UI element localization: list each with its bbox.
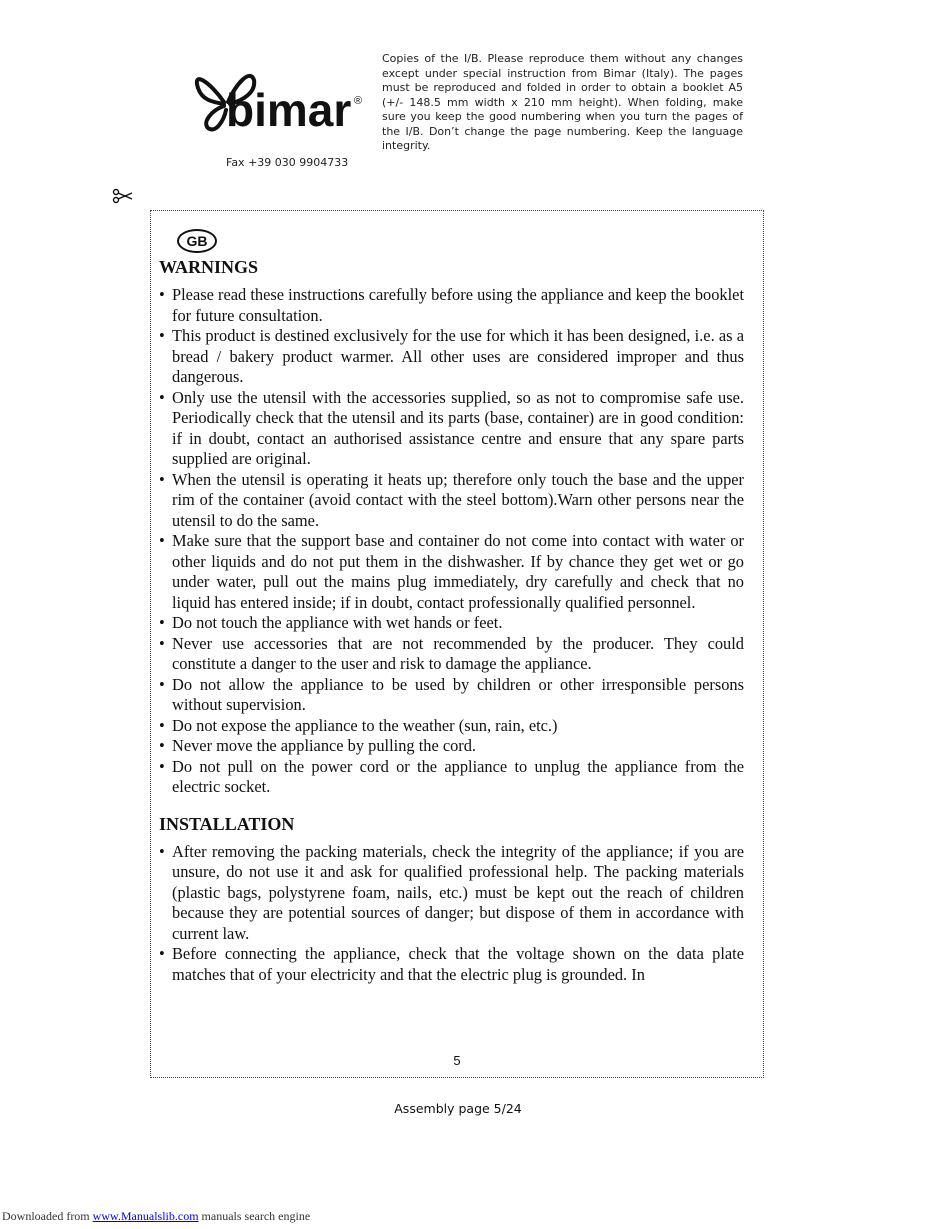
- list-item-text: Never use accessories that are not recommended by the producer. They could constitute a danger to the user and risk to damage the appliance.: [172, 633, 744, 673]
- registered-mark: ®: [354, 95, 363, 107]
- list-item-text: Before connecting the appliance, check that the voltage shown on the data plate matches that of your electricity and that the electric plug is grounded. In: [172, 944, 744, 984]
- list-item: [159, 757, 744, 798]
- bimar-butterfly-logo: [190, 62, 370, 142]
- list-item-text: Do not expose the appliance to the weather (sun, rain, etc.): [172, 715, 558, 735]
- list-item-text: When the utensil is operating it heats up; therefore only touch the base and the upper rim of the container (avoid contact with the steel bottom).Warn other persons near the utensil to do the same.: [172, 469, 744, 530]
- list-item: [159, 736, 744, 757]
- bullet-icon: •: [159, 387, 165, 407]
- bullet-icon: •: [159, 736, 165, 755]
- list-item-text: Do not allow the appliance to be used by children or other irresponsible persons without supervision.: [172, 674, 744, 714]
- list-item-text: This product is destined exclusively for the use for which it has been designed, i.e. as a bread / bakery product warmer. All other uses are considered improper and thus dangerous.: [172, 326, 744, 386]
- warnings-heading: WARNINGS: [159, 257, 259, 277]
- warnings-list: [159, 285, 744, 798]
- list-item-text: After removing the packing materials, check the integrity of the appliance; if you are unsure, do not use it and ask for qualified professional help. The packing materials (plastic bags, polystyrene foam, nails, etc.) must be kept out the reach of children because they are potential sources of danger; but dispose of them in accordance with current law.: [172, 841, 744, 943]
- fax-number: Fax +39 030 9904733: [226, 156, 349, 169]
- page-content: [159, 255, 744, 985]
- list-item-text: Please read these instructions carefully before using the appliance and keep the booklet for future consultation.: [172, 285, 744, 325]
- list-item: [159, 842, 744, 945]
- installation-heading: INSTALLATION: [159, 813, 295, 834]
- list-item: [159, 944, 744, 985]
- bullet-icon: •: [159, 756, 165, 776]
- list-item-text: Make sure that the support base and container do not come into contact with water or other liquids and do not put them in the dishwasher. If by chance they get wet or go under water, pull out the mains plug immediately, dry carefully and check that no liquid has entered inside; if in doubt, contact professionally qualified personnel.: [172, 531, 744, 612]
- bullet-icon: •: [159, 531, 165, 550]
- footer-prefix: Downloaded from: [2, 1209, 93, 1223]
- list-item: [159, 716, 744, 737]
- scissors-icon: [112, 186, 134, 206]
- bullet-icon: •: [159, 715, 165, 735]
- list-item-text: Do not touch the appliance with wet hands or feet.: [172, 613, 503, 632]
- bullet-icon: •: [159, 633, 165, 653]
- bullet-icon: •: [159, 613, 165, 632]
- list-item-text: Only use the utensil with the accessories supplied, so as not to compromise safe use. Periodically check that the utensil and its parts (base, container) are in good condition: if in doubt, contact an authorised assistance centre and ensure that any spare parts supplied are original.: [172, 387, 744, 468]
- bullet-icon: •: [159, 469, 165, 489]
- list-item: [159, 326, 744, 388]
- logo-text: bimar: [226, 84, 352, 136]
- list-item: [159, 613, 744, 634]
- bullet-icon: •: [159, 285, 165, 304]
- list-item: [159, 531, 744, 613]
- bullet-icon: •: [159, 326, 165, 345]
- language-badge: GB: [177, 229, 217, 253]
- download-footer: [2, 1209, 310, 1224]
- footer-suffix: manuals search engine: [198, 1209, 311, 1223]
- list-item-text: Do not pull on the power cord or the appliance to unplug the appliance from the electric socket.: [172, 756, 744, 796]
- list-item: [159, 470, 744, 532]
- list-item: [159, 285, 744, 326]
- assembly-page-label: Assembly page 5/24: [394, 1101, 522, 1116]
- installation-list: [159, 842, 744, 986]
- bimar-logo: [190, 62, 370, 142]
- list-item: [159, 675, 744, 716]
- list-item-text: Never move the appliance by pulling the cord.: [172, 736, 477, 755]
- booklet-page: [150, 210, 764, 1078]
- manualslib-link[interactable]: www.Manualslib.com: [92, 1209, 199, 1223]
- bullet-icon: •: [159, 841, 165, 861]
- list-item: [159, 634, 744, 675]
- list-item: [159, 388, 744, 470]
- bullet-icon: •: [159, 674, 165, 694]
- page-number: 5: [453, 1053, 461, 1068]
- reproduction-note: Copies of the I/B. Please reproduce them without any changes except under special instruction from Bimar (Italy). The pages must be reproduced and folded in order to obtain a booklet A5 (+/- 148.5 mm width x 210 mm height). When folding, make sure you keep the good numbering when you turn the pages of the I/B. Don’t change the page numbering. Keep the language integrity.: [382, 52, 743, 152]
- bullet-icon: •: [159, 944, 165, 963]
